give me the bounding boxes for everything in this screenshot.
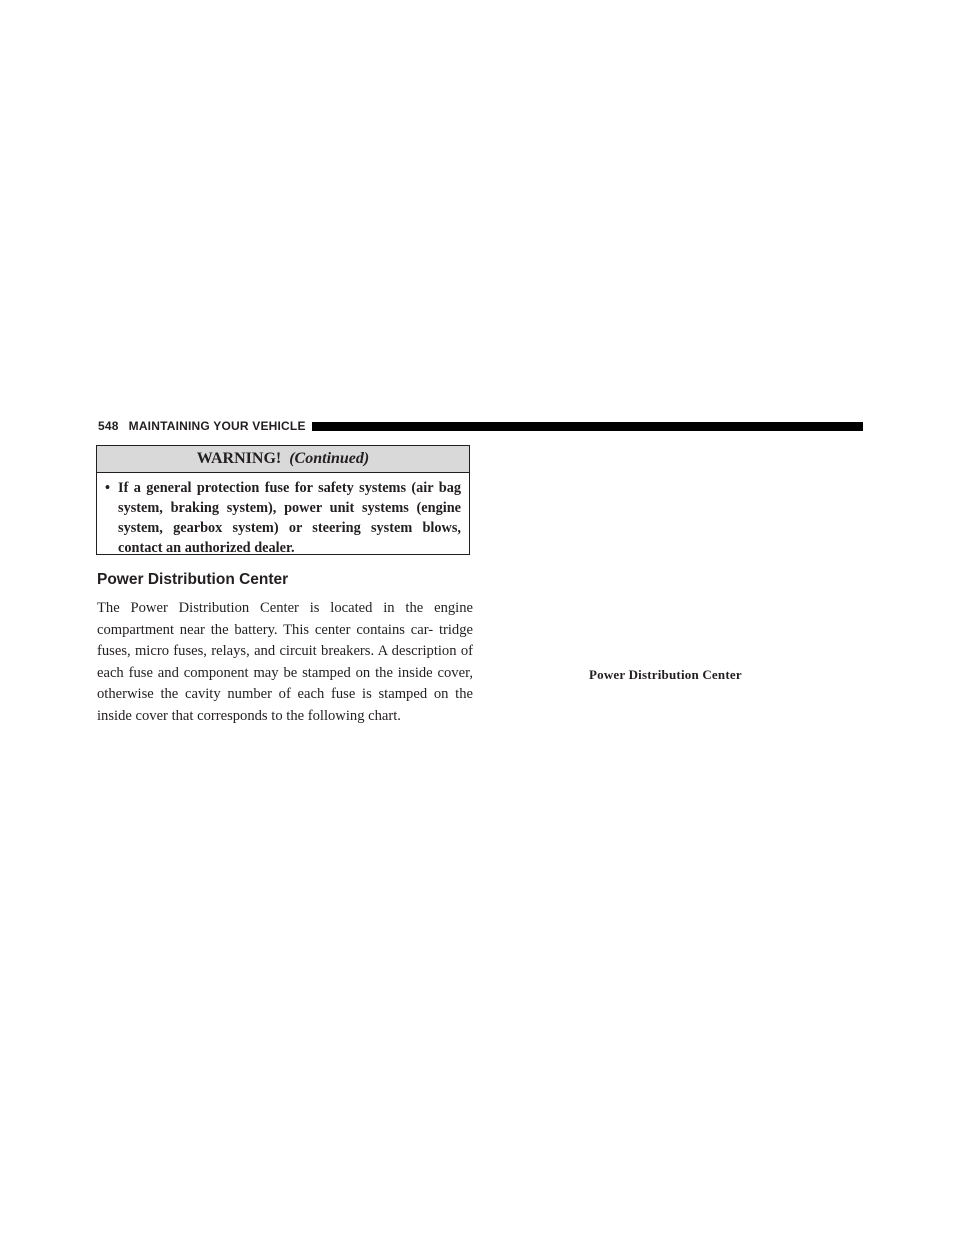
section-name: MAINTAINING YOUR VEHICLE: [128, 419, 306, 433]
warning-body: [97, 473, 469, 558]
bullet-icon: •: [105, 480, 111, 496]
page-header: [98, 416, 863, 436]
warning-title-bar: [97, 446, 469, 473]
warning-continued: (Continued): [289, 450, 370, 467]
header-rule: [312, 422, 863, 431]
body-paragraph: The Power Distribution Center is located in the engine compartment near the battery. This center contains car- tridge fuses, micro fuses, relays, and circuit breakers. A description of each fuse and component may be stamped on the inside cover, otherwise the cavity number of each fuse is stamped on the inside cover that corresponds to the following chart.: [97, 600, 473, 724]
warning-title: WARNING!: [196, 450, 282, 467]
section-heading: Power Distribution Center: [97, 571, 289, 588]
warning-text: If a general protection fuse for safety systems (air bag system, braking system), power unit systems (engine system, gearbox system) or steering system blows, contact an authorized dealer.: [118, 480, 461, 556]
page-number: 548: [98, 419, 119, 433]
figure-caption: Power Distribution Center: [589, 667, 742, 682]
warning-box: [96, 445, 470, 555]
